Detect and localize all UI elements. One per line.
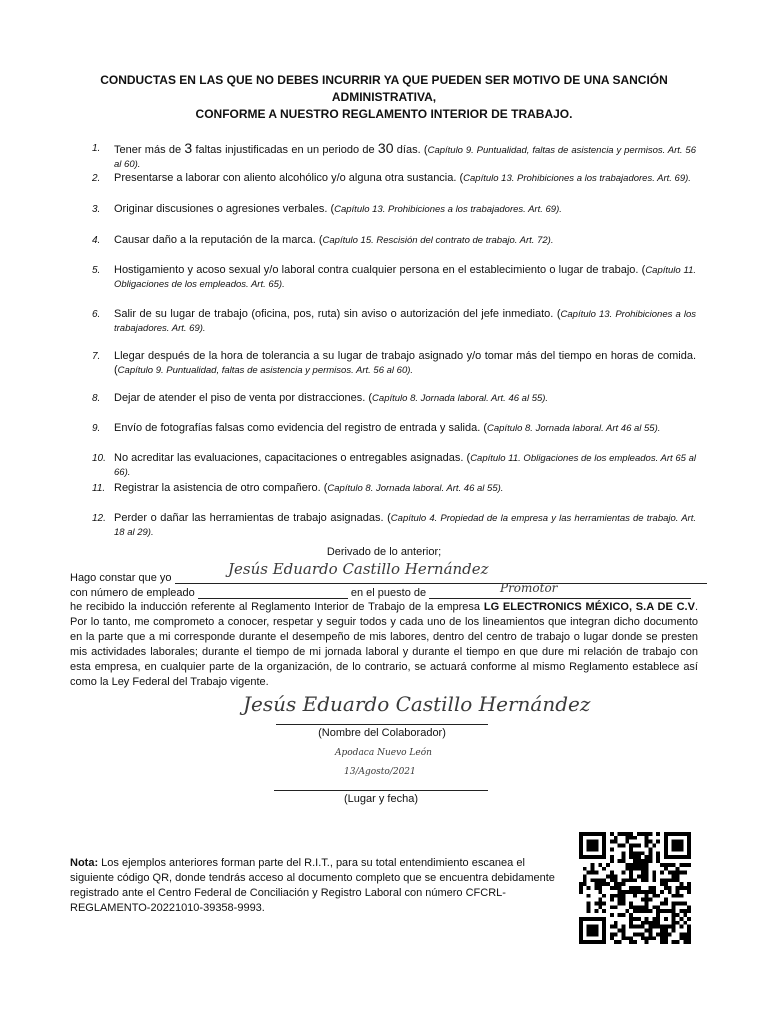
item-reference: Capítulo 11. Obligaciones de los empleados. Art 65 al 66). <box>114 453 696 478</box>
item-reference: Capítulo 8. Jornada laboral. Art. 46 al 55). <box>327 483 504 494</box>
item-reference: Capítulo 15. Rescisión del contrato de trabajo. Art. 72). <box>322 235 554 246</box>
signature-line <box>276 724 488 725</box>
title-line-2: CONFORME A NUESTRO REGLAMENTO INTERIOR DE TRABAJO. <box>195 107 573 121</box>
item-text: Presentarse a laborar con aliento alcohólico y/o alguna otra sustancia. (Capítulo 13. Prohibiciones a los trabajadores. Art. 69). <box>114 172 691 184</box>
item-reference: Capítulo 13. Prohibiciones a los trabajadores. Art. 69). <box>114 309 696 334</box>
item-text: Llegar después de la hora de tolerancia a su lugar de trabajo asignado y/o tomar más del tiempo en horas de comida. (Capítulo 9. Puntualidad, faltas de asistencia y permisos. Art. 56 al 60). <box>114 350 696 376</box>
item-reference: Capítulo 8. Jornada laboral. Art 46 al 55). <box>487 423 661 434</box>
document-title <box>60 72 708 123</box>
nota-label: Nota: <box>70 857 99 869</box>
item-text: Hostigamiento y acoso sexual y/o laboral contra cualquier persona en el establecimiento o lugar de trabajo. (Capítulo 11. Obligaciones de los empleados. Art. 65). <box>114 264 696 290</box>
item-number: 7. <box>92 351 101 362</box>
declaration-paragraph: he recibido la inducción referente al Reglamento Interior de Trabajo de la empresa LG ELECTRONICS MÉXICO, S.A DE C.V. Por lo tanto, me comprometo a conocer, respetar y seguir todos y cada uno de los lineamientos que integran dicho documento en la parte que a mi corresponde durante el desempeño de mis labores, dentro del centro de trabajo o lugar donde se presten mis actividades laborales; durante el tiempo de mi jornada laboral y durante el tiempo en que dure mi relación de trabajo con esta empresa, en cualquier parte de la organización, de lo contrario, se actuará conforme al mismo Reglamento establece así como la Ley Federal del Trabajo vigente. <box>70 601 699 688</box>
declaration-line-2 <box>70 586 691 599</box>
qr-code-icon[interactable] <box>579 832 691 944</box>
item-text: Salir de su lugar de trabajo (oficina, pos, ruta) sin aviso o autorización del jefe inmediato. (Capítulo 13. Prohibiciones a los trabajadores. Art. 69). <box>114 308 696 334</box>
item-text: Causar daño a la reputación de la marca. (Capítulo 15. Rescisión del contrato de trabajo. Art. 72). <box>114 234 554 246</box>
item-number: 6. <box>92 309 101 320</box>
item-text: No acreditar las evaluaciones, capacitaciones o entregables asignadas. (Capítulo 11. Obligaciones de los empleados. Art 65 al 66). <box>114 452 696 478</box>
hago-constar-label: Hago constar que yo <box>70 572 172 584</box>
item-text: Perder o dañar las herramientas de trabajo asignadas. (Capítulo 4. Propiedad de la empresa y las herramientas de trabajo. Art. 18 al 29). <box>114 512 696 538</box>
signature-caption: (Nombre del Colaborador) <box>318 727 446 739</box>
handwritten-signature: Jesús Eduardo Castillo Hernández <box>243 692 591 716</box>
item-reference: Capítulo 13. Prohibiciones a los trabajadores. Art. 69). <box>334 204 562 215</box>
handwritten-place: Apodaca Nuevo León <box>335 748 432 758</box>
item-reference: Capítulo 9. Puntualidad, faltas de asistencia y permisos. Art. 56 al 60). <box>117 364 414 376</box>
item-reference: Capítulo 4. Propiedad de la empresa y las herramientas de trabajo. Art. 18 al 29). <box>114 513 696 538</box>
item-number: 5. <box>92 265 101 276</box>
item-number: 9. <box>92 423 101 434</box>
item-number: 2. <box>92 173 101 184</box>
item-number: 12. <box>92 513 106 524</box>
company-name: LG ELECTRONICS MÉXICO, S.A DE C.V <box>483 601 695 613</box>
place-date-line <box>274 790 488 791</box>
puesto-label: en el puesto de <box>350 587 427 599</box>
item-number: 4. <box>92 235 101 246</box>
employee-number-label: con número de empleado <box>70 587 195 599</box>
handwritten-date: 13/Agosto/2021 <box>344 767 416 777</box>
item-text: Originar discusiones o agresiones verbales. (Capítulo 13. Prohibiciones a los trabajadores. Art. 69). <box>114 203 562 215</box>
item-text: Tener más de 3 faltas injustificadas en un periodo de 30 días. (Capítulo 9. Puntualidad, faltas de asistencia y permisos. Art. 56 al 60). <box>114 140 697 170</box>
place-date-caption: (Lugar y fecha) <box>344 793 418 805</box>
handwritten-name: Jesús Eduardo Castillo Hernández <box>228 560 489 578</box>
item-number: 11. <box>92 483 106 494</box>
item-number: 1. <box>92 143 101 154</box>
item-number: 10. <box>92 453 106 464</box>
item-reference: Capítulo 11. Obligaciones de los empleados. Art. 65). <box>114 265 696 290</box>
item-number: 8. <box>92 393 101 404</box>
item-text: Dejar de atender el piso de venta por distracciones. (Capítulo 8. Jornada laboral. Art. 46 al 55). <box>114 392 549 404</box>
employee-number-field-line <box>198 586 348 599</box>
puesto-field-line <box>429 586 691 599</box>
item-reference: Capítulo 8. Jornada laboral. Art. 46 al 55). <box>372 393 549 404</box>
handwritten-puesto: Promotor <box>500 581 558 595</box>
nota-paragraph: Nota: Los ejemplos anteriores forman parte del R.I.T., para su total entendimiento escanea el siguiente código QR, donde tendrás acceso al documento completo que se encuentra debidamente registrado ante el Centro Federal de Conciliación y Registro Laboral con número CFCRL-REGLAMENTO-20221010-39358-9993. <box>70 857 555 914</box>
title-line-1: CONDUCTAS EN LAS QUE NO DEBES INCURRIR YA QUE PUEDEN SER MOTIVO DE UNA SANCIÓN ADMINISTRATIVA, <box>100 73 668 104</box>
item-reference: Capítulo 9. Puntualidad, faltas de asistencia y permisos. Art. 56 al 60). <box>114 145 697 170</box>
item-reference: Capítulo 13. Prohibiciones a los trabajadores. Art. 69). <box>463 173 691 184</box>
item-text: Registrar la asistencia de otro compañero. (Capítulo 8. Jornada laboral. Art. 46 al 55). <box>114 482 504 494</box>
item-text: Envío de fotografías falsas como evidencia del registro de entrada y salida. (Capítulo 8. Jornada laboral. Art 46 al 55). <box>114 422 661 434</box>
derivado-text: Derivado de lo anterior; <box>326 546 442 558</box>
item-number: 3. <box>92 204 101 215</box>
